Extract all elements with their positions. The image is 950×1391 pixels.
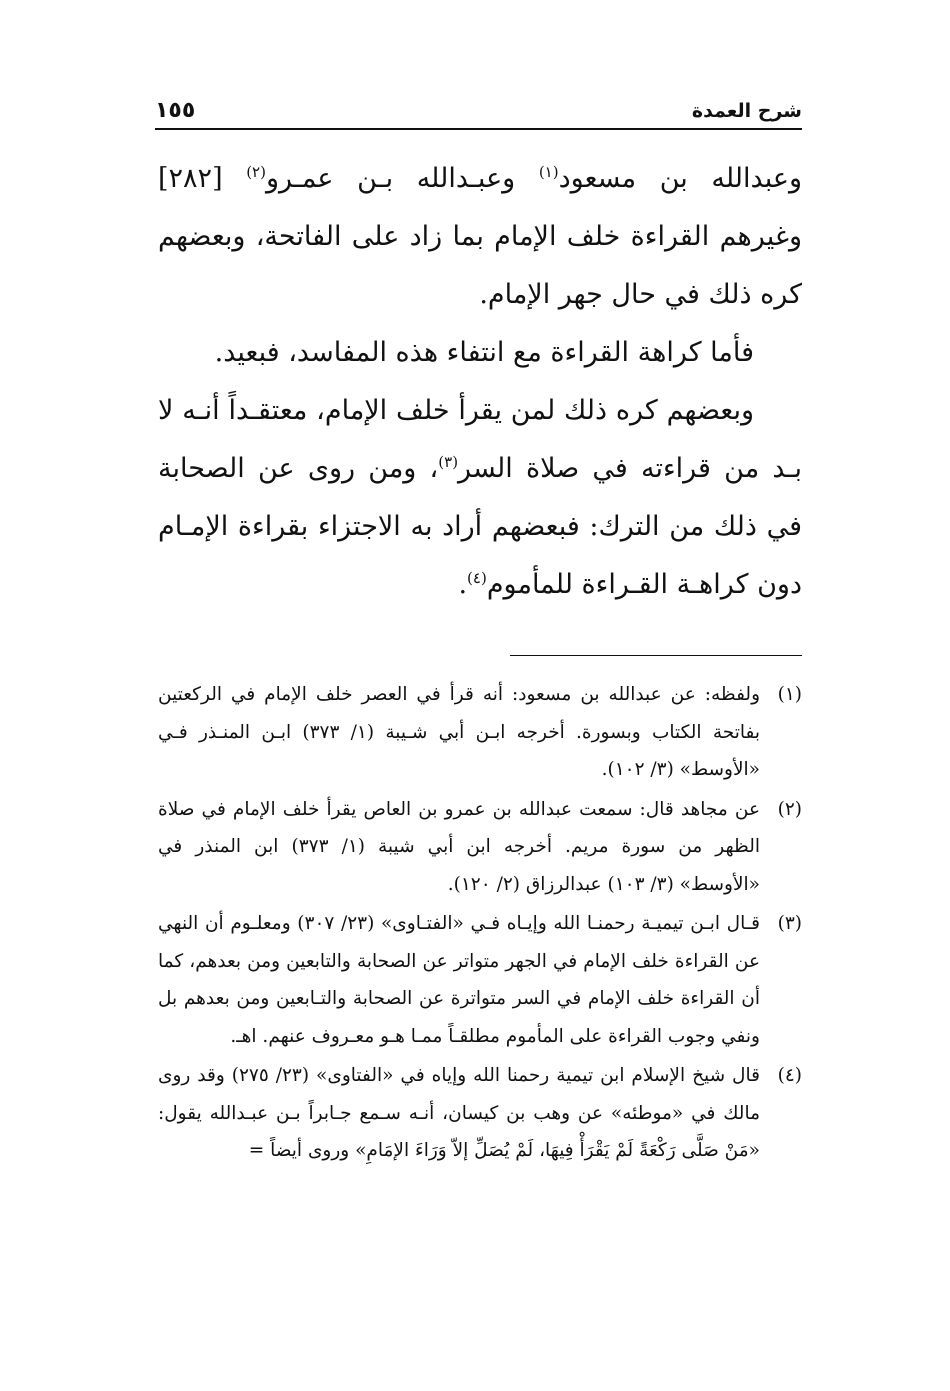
running-header: [155, 98, 802, 130]
footnotes: [158, 676, 802, 1172]
footnote-1: [158, 676, 802, 789]
paragraph-1-part-a: وعبدالله بن مسعود: [558, 163, 802, 194]
footnote-text: قـال ابـن تيميـة رحمنـا الله وإيـاه فـي «الفتـاوى» (٢٣/ ٣٠٧) ومعلـوم أن النهي عن القراءة خلف الإمام في الجهر متواتر عن الصحابة والتابعين ومن بعدهم، كما أن القراءة خلف الإمام في السر متواترة عن الصحابة والتـابعين ومن بعدهم بل ونفي وجوب القراءة على المأموم مطلقـاً ممـا هـو معـروف عنهم. اهـ.: [158, 913, 761, 1047]
paragraph-3-part-a: وبعضهم كره ذلك لمن يقرأ خلف الإمام، معتقـداً أنـه لا بـد من قراءته في صلاة السر: [158, 395, 802, 484]
paragraph-1: [158, 150, 802, 324]
paragraph-1-part-c: [٢٨٢] وغيرهم القراءة خلف الإمام بما زاد على الفاتحة، وبعضهم كره ذلك في حال جهر الإمام.: [158, 163, 802, 310]
footnote-marker-4: (٤): [467, 569, 487, 587]
footnote-2: [158, 791, 802, 904]
footnote-3: [158, 905, 802, 1055]
paragraph-3-part-c: .: [458, 569, 468, 600]
footnote-separator: [510, 655, 802, 656]
book-title: شرح العمدة: [691, 100, 802, 122]
page-number: ١٥٥: [155, 98, 196, 123]
footnote-text: قال شيخ الإسلام ابن تيمية رحمنا الله وإياه في «الفتاوى» (٢٣/ ٢٧٥) وقد روى مالك في «موطئه» عن وهب بن كيسان، أنـه سـمع جـابراً بـن عبـدالله يقول: «مَنْ صَلَّى رَكْعَةً لَمْ يَقْرَأْ فِيهَا، لَمْ يُصَلِّ إلاّ وَرَاءَ الإمَامِ» وروى أيضاً =: [158, 1065, 760, 1161]
paragraph-3: [158, 382, 802, 614]
footnote-number: (٢): [777, 798, 802, 820]
paragraph-1-part-b: وعبـدالله بـن عمـرو: [265, 163, 539, 194]
paragraph-2: فأما كراهة القراءة مع انتفاء هذه المفاسد، فبعيد.: [214, 337, 754, 368]
footnote-marker-1: (١): [538, 163, 559, 181]
footnote-text: ولفظه: عن عبدالله بن مسعود: أنه قرأ في العصر خلف الإمام في الركعتين بفاتحة الكتاب وبسورة. أخرجه ابـن أبي شـيبة (١/ ٣٧٣) ابـن المنـذر فـي «الأوسط» (٣/ ١٠٢).: [158, 684, 760, 780]
footnote-number: (١): [777, 684, 802, 705]
footnote-number: (٣): [777, 913, 802, 934]
footnote-number: (٤): [777, 1065, 802, 1086]
footnote-4: [158, 1057, 802, 1170]
main-text: [158, 150, 802, 614]
footnote-marker-3: (٣): [438, 453, 459, 471]
footnote-text: عن مجاهد قال: سمعت عبدالله بن عمرو بن العاص يقرأ خلف الإمام في صلاة الظهر من سورة مريم. أخرجه ابن أبي شيبة (١/ ٣٧٣) ابن المنذر في «الأوسط» (٣/ ١٠٣) عبدالرزاق (٢/ ١٢٠).: [158, 798, 760, 895]
paragraph-3-part-b: ، ومن روى عن الصحابة في ذلك من الترك: فبعضهم أراد به الاجتزاء بقراءة الإمـام دون كراهـة القـراءة للمأموم: [158, 453, 802, 600]
footnote-marker-2: (٢): [246, 163, 266, 181]
